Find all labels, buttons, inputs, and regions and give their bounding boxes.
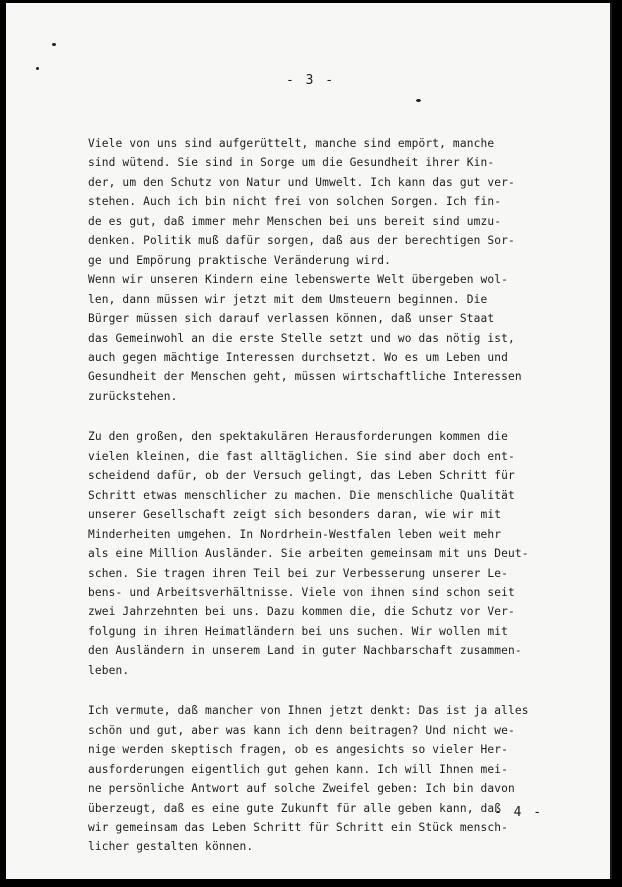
paragraph-2 — [88, 427, 548, 680]
text-line: ge und Empörung praktische Veränderung wird. — [88, 253, 391, 267]
text-line: zurückstehen. — [88, 389, 178, 403]
text-line: Schritt etwas menschlicher zu machen. Die menschliche Qualität — [88, 488, 515, 502]
text-line: schen. Sie tragen ihren Teil bei zur Verbesserung unserer Le- — [88, 566, 509, 580]
text-line: Wenn wir unseren Kindern eine lebenswerte Welt übergeben wol- — [88, 273, 509, 287]
text-line: bens- und Arbeitsverhältnisse. Viele von ihnen sind schon seit — [88, 585, 515, 599]
text-line: überzeugt, daß es eine gute Zukunft für alle geben kann, daß — [88, 801, 502, 815]
paragraph-3 — [88, 701, 548, 857]
body-text — [88, 134, 548, 878]
text-line: Gesundheit der Menschen geht, müssen wirtschaftliche Interessen — [88, 370, 522, 384]
scan-speck — [52, 43, 56, 46]
text-line: ausforderungen eigentlich gut gehen kann. Ich will Ihnen mei- — [88, 762, 509, 776]
text-line: stehen. Auch ich bin nicht frei von solchen Sorgen. Ich fin- — [88, 195, 502, 209]
text-line: folgung in ihren Heimatländern bei uns suchen. Wir wollen mit — [88, 624, 509, 638]
page-number: - 3 - — [286, 73, 336, 88]
text-line: scheidend dafür, ob der Versuch gelingt, das Leben Schritt für — [88, 469, 515, 483]
text-line: wir gemeinsam das Leben Schritt für Schritt ein Stück mensch- — [88, 820, 509, 834]
text-line: auch gegen mächtige Interessen durchsetzt. Wo es um Leben und — [88, 350, 509, 364]
text-line: unserer Gesellschaft zeigt sich besonders daran, wie wir mit — [88, 508, 502, 522]
scan-speck — [36, 67, 39, 70]
text-line: ne persönliche Antwort auf solche Zweifel geben: Ich bin davon — [88, 782, 515, 796]
text-line: licher gestalten können. — [88, 840, 254, 854]
text-line: len, dann müssen wir jetzt mit dem Umsteuern beginnen. Die — [88, 292, 488, 306]
text-line: das Gemeinwohl an die erste Stelle setzt und wo das nötig ist, — [88, 331, 515, 345]
text-line: Ich vermute, daß mancher von Ihnen jetzt denkt: Das ist ja alles — [88, 704, 529, 718]
next-page-catchword: - 4 - — [494, 805, 544, 820]
text-line: vielen kleinen, die fast alltäglichen. Sie sind aber doch ent- — [88, 449, 515, 463]
text-line: als eine Million Ausländer. Sie arbeiten gemeinsam mit uns Deut- — [88, 547, 529, 561]
text-line: Minderheiten umgehen. In Nordrhein-Westfalen leben weit mehr — [88, 527, 502, 541]
text-line: de es gut, daß immer mehr Menschen bei uns bereit sind umzu- — [88, 214, 502, 228]
text-line: zwei Jahrzehnten bei uns. Dazu kommen die, die Schutz vor Ver- — [88, 605, 515, 619]
text-line: der, um den Schutz von Natur und Umwelt. Ich kann das gut ver- — [88, 175, 515, 189]
scan-speck — [416, 99, 421, 102]
text-line: Viele von uns sind aufgerüttelt, manche sind empört, manche — [88, 137, 495, 150]
text-line: Zu den großen, den spektakulären Herausforderungen kommen die — [88, 430, 509, 444]
text-line: sind wütend. Sie sind in Sorge um die Gesundheit ihrer Kin- — [88, 156, 495, 170]
text-line: schön und gut, aber was kann ich denn beitragen? Und nicht we- — [88, 723, 515, 737]
paragraph-1 — [88, 134, 548, 406]
text-line: leben. — [88, 663, 130, 677]
text-line: Bürger müssen sich darauf verlassen können, daß unser Staat — [88, 312, 495, 326]
text-line: nige werden skeptisch fragen, ob es angesichts so vieler Her- — [88, 743, 509, 757]
text-line: den Ausländern in unserem Land in guter Nachbarschaft zusammen- — [88, 644, 522, 658]
document-page — [6, 3, 612, 879]
text-line: denken. Politik muß dafür sorgen, daß aus der berechtigen Sor- — [88, 234, 515, 248]
